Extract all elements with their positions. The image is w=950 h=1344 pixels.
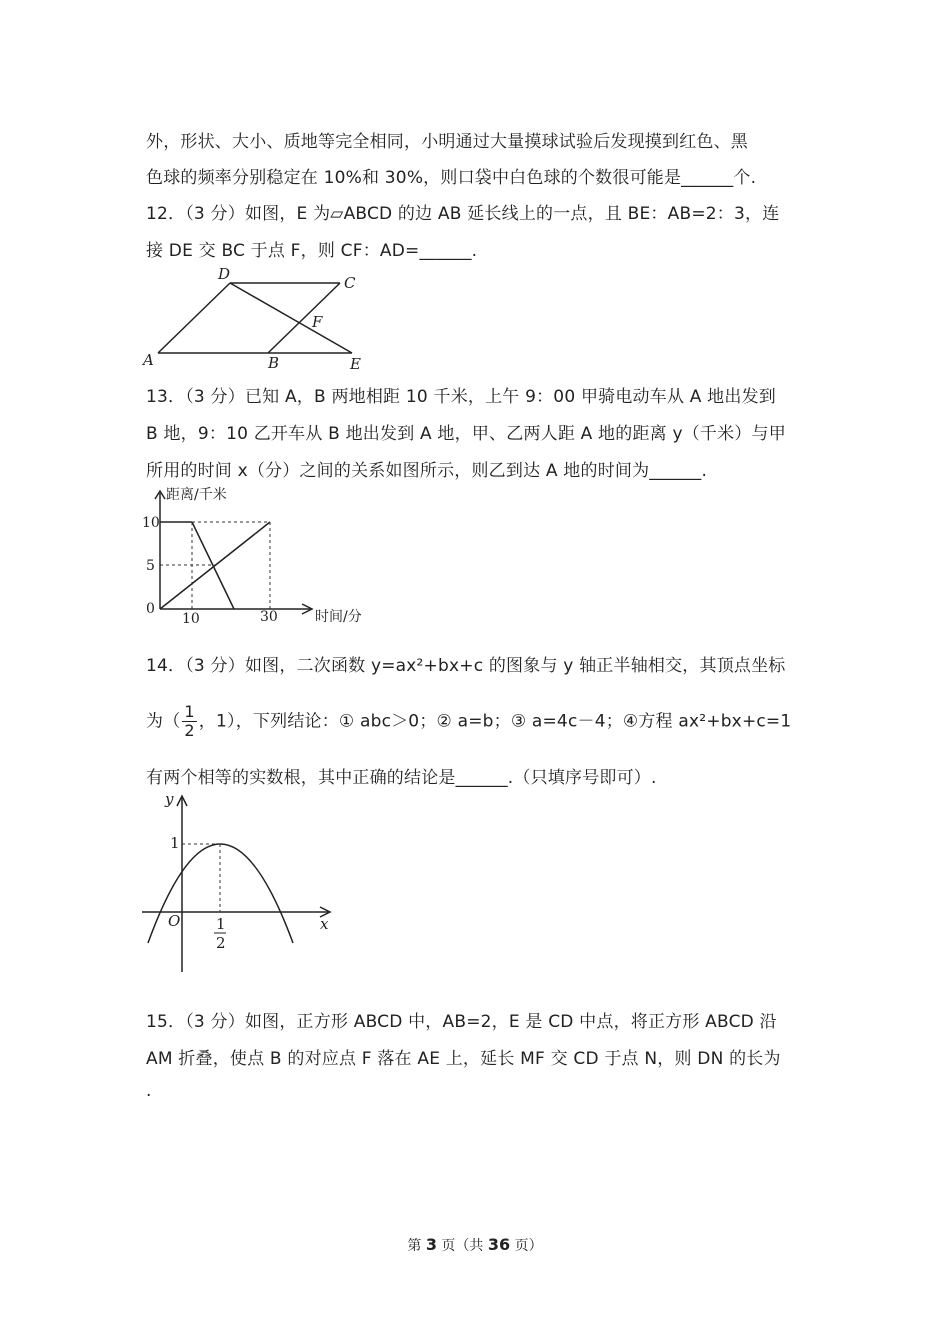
- footer-text: 页）: [510, 1238, 543, 1254]
- footer-text: 页（共: [436, 1238, 488, 1254]
- x-tick-10: 10: [182, 611, 200, 627]
- text-run: ，1），下列结论：① abc＞0；② a=b；③ a=4c－4；④方程 ax²+bx+c=1: [198, 711, 792, 732]
- y-tick-5: 5: [146, 558, 155, 574]
- y-tick-1: 1: [170, 834, 180, 852]
- figure-distance-time-graph: [140, 485, 380, 630]
- page-number: 3: [425, 1235, 437, 1254]
- y-tick-0: 0: [146, 601, 155, 617]
- fraction-numerator: 1: [184, 702, 195, 721]
- total-pages: 36: [487, 1235, 511, 1254]
- question-12-line-2: 接 DE 交 BC 于点 F，则 CF：AD=______.: [146, 241, 478, 261]
- figure-parallelogram: [140, 265, 380, 375]
- y-axis-letter: y: [165, 790, 174, 808]
- fraction-one-half: [182, 703, 196, 740]
- point-label-e: E: [350, 355, 361, 373]
- question-14-line-3: 有两个相等的实数根，其中正确的结论是______.（只填序号即可）.: [146, 768, 657, 788]
- question-15-line-1: 15．（3 分）如图，正方形 ABCD 中，AB=2，E 是 CD 中点，将正方形 ABCD 沿: [146, 1012, 777, 1032]
- question-13-line-3: 所用的时间 x（分）之间的关系如图所示，则乙到达 A 地的时间为______.: [146, 461, 708, 481]
- point-label-c: C: [344, 274, 356, 292]
- question-15-line-3: .: [146, 1081, 152, 1101]
- x-tick-half-numerator: 1: [216, 915, 226, 933]
- text-line: 色球的频率分别稳定在 10%和 30%，则口袋中白色球的个数很可能是______个.: [146, 168, 757, 188]
- question-15-line-2: AM 折叠，使点 B 的对应点 F 落在 AE 上，延长 MF 交 CD 于点 N，则 DN 的长为: [146, 1049, 781, 1069]
- fraction-denominator: 2: [184, 721, 195, 740]
- x-tick-30: 30: [260, 609, 278, 625]
- point-label-d: D: [218, 265, 231, 283]
- x-tick-half-denominator: 2: [216, 934, 226, 952]
- footer-text: 第: [407, 1238, 426, 1254]
- question-14-line-2: [146, 703, 791, 740]
- x-axis-label: 时间/分: [315, 609, 362, 625]
- point-label-b: B: [268, 354, 280, 372]
- origin-label: O: [168, 912, 181, 930]
- y-tick-10: 10: [142, 515, 160, 531]
- question-12-line-1: 12．（3 分）如图，E 为▱ABCD 的边 AB 延长线上的一点，且 BE：AB=2：3，连: [146, 204, 780, 224]
- x-axis-letter: x: [320, 915, 329, 933]
- point-label-f: F: [312, 313, 323, 331]
- y-axis-label: 距离/千米: [166, 487, 227, 503]
- point-label-a: A: [143, 351, 154, 369]
- page-footer: [0, 1235, 950, 1255]
- figure-parabola: [140, 790, 340, 980]
- question-14-line-1: 14．（3 分）如图，二次函数 y=ax²+bx+c 的图象与 y 轴正半轴相交，其顶点坐标: [146, 656, 786, 676]
- text-line: 外，形状、大小、质地等完全相同，小明通过大量摸球试验后发现摸到红色、黑: [146, 132, 748, 152]
- question-13-line-2: B 地，9：10 乙开车从 B 地出发到 A 地，甲、乙两人距 A 地的距离 y（千米）与甲: [146, 424, 786, 444]
- text-run: 为（: [146, 711, 181, 732]
- question-13-line-1: 13．（3 分）已知 A，B 两地相距 10 千米，上午 9：00 甲骑电动车从 A 地出发到: [146, 387, 776, 407]
